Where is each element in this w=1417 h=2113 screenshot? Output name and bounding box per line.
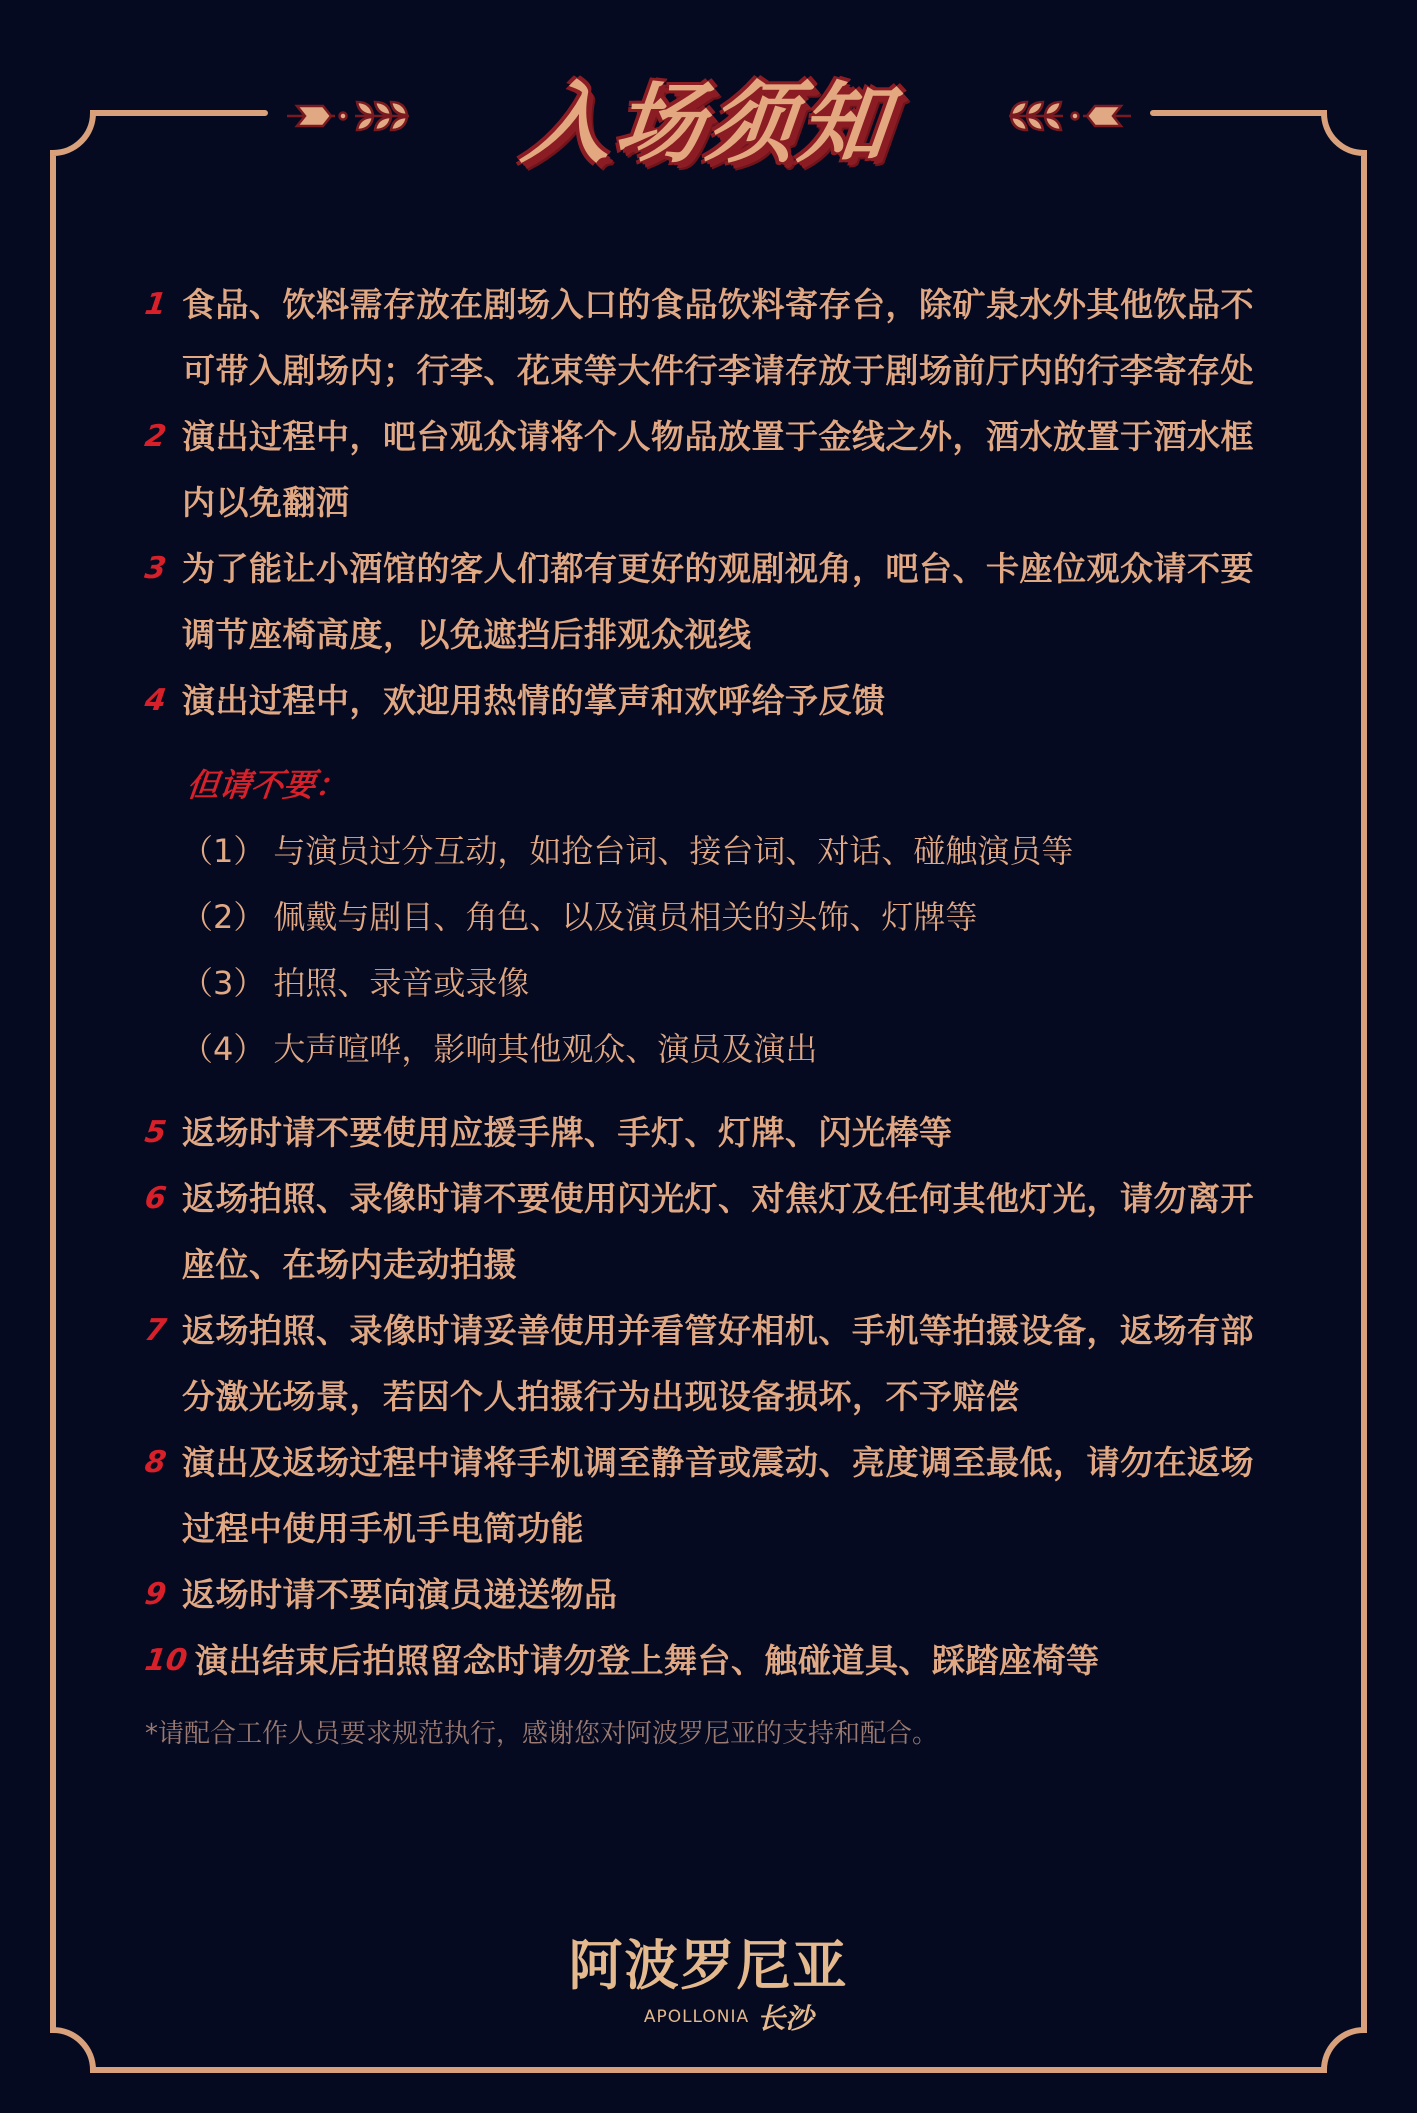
rule-number: 8 <box>142 1445 169 1480</box>
do-not-text: 拍照、录音或录像 <box>273 964 530 1002</box>
rule-text: 返场时请不要使用应援手牌、手灯、灯牌、闪光棒等 <box>182 1113 953 1152</box>
do-not-section <box>145 752 1285 1082</box>
do-not-item <box>181 884 1285 950</box>
rule-text: 返场时请不要向演员递送物品 <box>182 1575 618 1614</box>
logo-name-en: APOLLONIA <box>643 2007 750 2027</box>
rule-number: 3 <box>142 551 169 586</box>
rules-content <box>142 272 1285 1754</box>
logo-city: 长沙 <box>757 2002 814 2035</box>
rule-text: 返场拍照、录像时请不要使用闪光灯、对焦灯及任何其他灯光，请勿离开座位、在场内走动拍摄 <box>182 1179 1254 1284</box>
rule-item <box>142 1628 1285 1694</box>
do-not-number: （2） <box>181 898 266 936</box>
logo-subline <box>0 1997 1417 2037</box>
rule-text: 演出过程中，吧台观众请将个人物品放置于金线之外，酒水放置于酒水框内以免翻洒 <box>182 417 1254 522</box>
rule-item <box>142 272 1285 404</box>
rule-text: 演出过程中，欢迎用热情的掌声和欢呼给予反馈 <box>182 681 886 720</box>
rule-item <box>142 1430 1285 1562</box>
rule-number: 2 <box>142 419 169 454</box>
footnote: *请配合工作人员要求规范执行，感谢您对阿波罗尼亚的支持和配合。 <box>145 1719 939 1749</box>
rule-item <box>142 668 1285 734</box>
do-not-item <box>181 818 1285 884</box>
rule-text: 食品、饮料需存放在剧场入口的食品饮料寄存台，除矿泉水外其他饮品不可带入剧场内；行李、花束等大件行李请存放于剧场前厅内的行李寄存处 <box>182 285 1254 390</box>
rule-item <box>142 1562 1285 1628</box>
apollonia-logo <box>0 1935 1417 2037</box>
rule-number: 5 <box>142 1115 169 1150</box>
do-not-text: 大声喧哗，影响其他观众、演员及演出 <box>273 1030 818 1068</box>
rule-item <box>142 1298 1285 1430</box>
rule-item <box>142 1166 1285 1298</box>
rule-number: 7 <box>142 1313 169 1348</box>
page-title: 入场须知 <box>518 72 898 175</box>
do-not-text: 佩戴与剧目、角色、以及演员相关的头饰、灯牌等 <box>273 898 978 936</box>
header <box>0 62 1417 175</box>
rule-item <box>142 1100 1285 1166</box>
do-not-item <box>181 950 1285 1016</box>
rule-item <box>142 536 1285 668</box>
rule-number: 10 <box>142 1643 190 1678</box>
rules-part2 <box>142 1100 1285 1694</box>
rule-number: 4 <box>142 683 169 718</box>
rule-text: 返场拍照、录像时请妥善使用并看管好相机、手机等拍摄设备，返场有部分激光场景，若因个人拍摄行为出现设备损坏，不予赔偿 <box>182 1311 1254 1416</box>
rule-text: 为了能让小酒馆的客人们都有更好的观剧视角，吧台、卡座位观众请不要调节座椅高度，以免遮挡后排观众视线 <box>182 549 1254 654</box>
do-not-number: （1） <box>181 832 266 870</box>
do-not-text: 与演员过分互动，如抢台词、接台词、对话、碰触演员等 <box>273 832 1074 870</box>
do-not-number: （4） <box>181 1030 266 1068</box>
rule-text: 演出及返场过程中请将手机调至静音或震动、亮度调至最低，请勿在返场过程中使用手机手电筒功能 <box>182 1443 1254 1548</box>
rule-number: 6 <box>142 1181 169 1216</box>
rule-text: 演出结束后拍照留念时请勿登上舞台、触碰道具、踩踏座椅等 <box>195 1641 1100 1680</box>
do-not-item <box>181 1016 1285 1082</box>
rule-item <box>142 404 1285 536</box>
logo-name-cn: 阿波罗尼亚 <box>568 1933 849 1997</box>
rule-number: 9 <box>142 1577 169 1612</box>
rule-number: 1 <box>142 287 169 322</box>
do-not-heading: 但请不要： <box>185 766 350 804</box>
do-not-number: （3） <box>181 964 266 1002</box>
